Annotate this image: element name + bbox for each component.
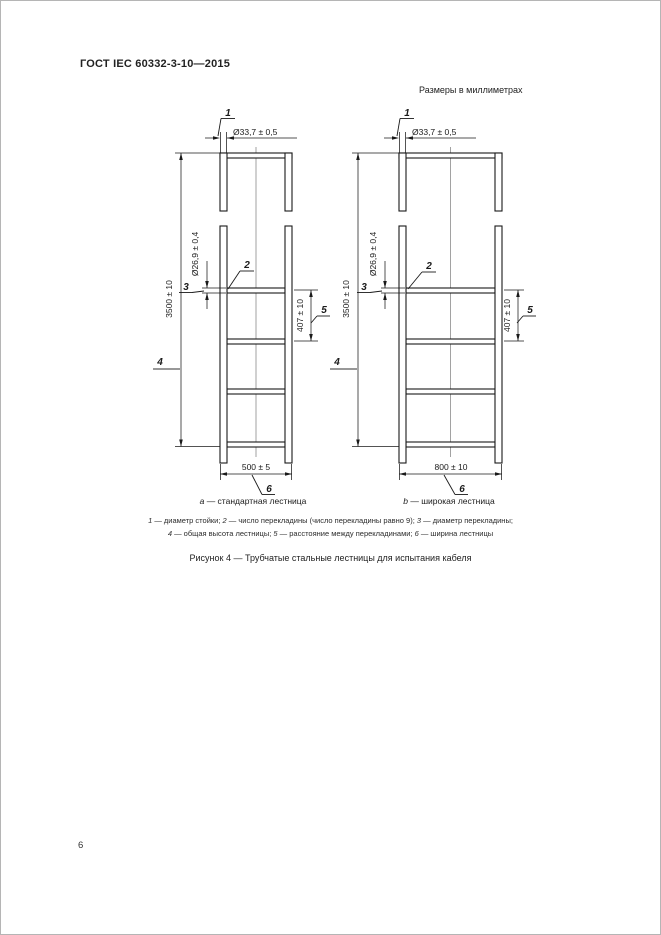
figure-legend: [1, 515, 660, 540]
page-number: 6: [78, 840, 84, 851]
legend-line-1: [1, 515, 660, 528]
dim-stile-diameter-b: Ø33,7 ± 0,5: [412, 127, 457, 137]
callout-3-a: 3: [183, 282, 189, 293]
callout-1-a: 1: [225, 108, 231, 119]
figure-caption: Рисунок 4 — Трубчатые стальные лестницы для испытания кабеля: [189, 553, 472, 563]
caption-b-text: — широкая лестница: [408, 496, 495, 506]
dim-height-a: 3500 ± 10: [164, 280, 174, 318]
legend-ref: 6: [414, 528, 419, 538]
caption-a-label: a: [199, 496, 205, 506]
ladder-a-dimensions: [164, 127, 318, 480]
callout-1-b: 1: [404, 108, 410, 119]
ladder-a-structure: [220, 147, 292, 463]
legend-ref: 5: [273, 528, 278, 538]
callout-3-b: 3: [361, 282, 367, 293]
legend-text: — общая высота лестницы;: [172, 528, 274, 538]
legend-text: — ширина лестницы: [418, 528, 494, 538]
legend-text: — число перекладины (число перекладины равно 9);: [226, 516, 417, 525]
dim-rung-spacing-a: 407 ± 10: [295, 298, 305, 333]
callout-5-a: 5: [321, 305, 327, 316]
legend-ref: 3: [416, 516, 422, 525]
ladder-b-structure: [399, 147, 502, 463]
dim-height-b: 3500 ± 10: [341, 280, 351, 318]
legend-ref: 2: [222, 516, 227, 525]
dim-width-b: 800 ± 10: [434, 462, 468, 472]
legend-text: — диаметр стойки;: [152, 516, 223, 525]
figure-drawing: [1, 1, 661, 513]
dim-rung-spacing-b: 407 ± 10: [502, 298, 512, 333]
dim-width-a: 500 ± 5: [241, 462, 271, 472]
units-note: Размеры в миллиметрах: [419, 85, 523, 95]
callout-6-b: 6: [459, 484, 465, 495]
legend-ref: 1: [148, 516, 153, 525]
dim-rung-diameter-b: Ø26,9 ± 0,4: [368, 231, 378, 277]
legend-line-2: [1, 528, 660, 541]
legend-text: — диаметр перекладины;: [421, 516, 513, 525]
callout-2-a: 2: [244, 260, 250, 271]
dim-rung-diameter-a: Ø26,9 ± 0,4: [190, 231, 200, 277]
callout-4-a: 4: [157, 357, 163, 368]
caption-ladder-a: [200, 496, 307, 506]
legend-text: — расстояние между перекладинами;: [277, 528, 415, 538]
callout-5-b: 5: [527, 305, 533, 316]
caption-a-text: — стандартная лестница: [204, 496, 307, 506]
callout-4-b: 4: [334, 357, 340, 368]
caption-b-label: b: [403, 496, 409, 506]
caption-ladder-b: [403, 496, 495, 506]
legend-ref: 4: [167, 528, 173, 538]
callout-6-a: 6: [266, 484, 272, 495]
document-header: ГОСТ IEC 60332-3-10—2015: [80, 58, 231, 70]
dim-stile-diameter-a: Ø33,7 ± 0,5: [233, 127, 278, 137]
callout-2-b: 2: [426, 261, 432, 272]
